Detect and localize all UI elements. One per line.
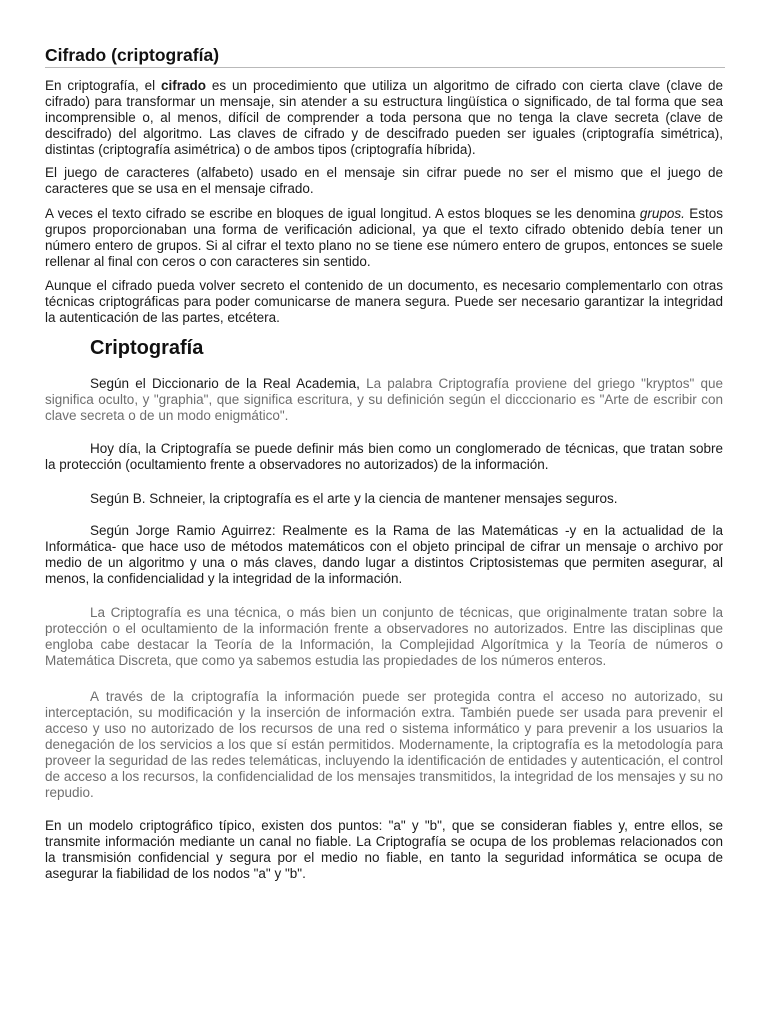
- section-title-cifrado: Cifrado (criptografía): [45, 45, 220, 65]
- paragraph-grupos: [45, 206, 723, 270]
- paragraph-text: Estos grupos proporcionaban una forma de verificación adicional, ya que el texto cifrado obtenido debía tener un número entero de grupos. Si al cifrar el texto plano no se tiene ese número entero de grupos, entonces se suele rellenar al final con ceros o con caracteres sin sentido.: [45, 206, 723, 269]
- paragraph-schneier: Según B. Schneier, la criptografía es el arte y la ciencia de mantener mensajes seguros.: [90, 491, 618, 506]
- paragraph-alfabeto: El juego de caracteres (alfabeto) usado en el mensaje sin cifrar puede no ser el mismo que el juego de caracteres que se usa en el mensaje cifrado.: [45, 165, 723, 196]
- section-title-criptografia: Criptografía: [90, 337, 204, 359]
- bold-term-cifrado: cifrado: [160, 78, 206, 93]
- paragraph-seguridad: Aunque el cifrado pueda volver secreto el contenido de un documento, es necesario complementarlo con otras técnicas criptográficas para poder comunicarse de manera segura. Puede ser necesario garantizar la integridad la autenticación de las partes, etcétera.: [45, 278, 723, 325]
- quoted-definition: La palabra Criptografía proviene del griego "kryptos" que significa oculto, y "graphia", que significa escritura, y su definición según el dicccionario es "Arte de escribir con clave secreta o de un modo enigmático".: [45, 376, 723, 423]
- paragraph-hoy-dia: Hoy día, la Criptografía se puede definir más bien como un conglomerado de técnicas, que tratan sobre la protección (ocultamiento frente a observadores no autorizados) de la información.: [45, 441, 723, 472]
- paragraph-proteccion: A través de la criptografía la información puede ser protegida contra el acceso no autorizado, su interceptación, su modificación y la inserción de información extra. También puede ser usada para prevenir el acceso y uso no autorizado de los recursos de una red o sistema informático y para prevenir a los usuarios la denegación de los servicios a los que sí están permitidos. Modernamente, la criptografía es la metodología para proveer la seguridad de las redes telemáticas, incluyendo la identificación de entidades y autenticación, el control de acceso a los recursos, la confidencialidad de los mensajes transmitidos, la integridad de los mensajes y su no repudio.: [45, 689, 723, 800]
- paragraph-text: es un procedimiento que utiliza un algoritmo de cifrado con cierta clave (clave de cifrado) para transformar un mensaje, sin atender a su estructura lingüística o significado, de tal forma que sea incomprensible o, al menos, difícil de comprender a toda persona que no tenga la clave secreta (clave de descifrado) del algoritmo. Las claves de cifrado y de descifrado pueden ser iguales (criptografía simétrica), distintas (criptografía asimétrica) o de ambos tipos (criptografía híbrida).: [45, 78, 723, 157]
- paragraph-text: En criptografía, el: [45, 78, 161, 93]
- paragraph-cifrado-definition: [45, 78, 723, 158]
- paragraph-rae: [45, 376, 723, 424]
- paragraph-conjunto-tecnicas: La Criptografía es una técnica, o más bien un conjunto de técnicas, que originalmente tratan sobre la protección o el ocultamiento de la información frente a observadores no autorizados. Entre las disciplinas que engloba cabe destacar la Teoría de la Información, la Complejidad Algorítmica y la Teoría de números o Matemática Discreta, que como ya sabemos estudia las propiedades de los números enteros.: [45, 605, 723, 668]
- title-divider: [45, 67, 725, 68]
- paragraph-text: Según el Diccionario de la Real Academia,: [90, 376, 367, 391]
- paragraph-text: A veces el texto cifrado se escribe en bloques de igual longitud. A estos bloques se les denomina: [45, 206, 640, 221]
- italic-term-grupos: grupos.: [639, 206, 685, 221]
- paragraph-modelo-criptografico: En un modelo criptográfico típico, existen dos puntos: "a" y "b", que se consideran fiables y, entre ellos, se transmite información mediante un canal no fiable. La Criptografía se ocupa de los problemas relacionados con la transmisión confidencial y segura por el medio no fiable, en tanto la seguridad informática se ocupa de asegurar la fiabilidad de los nodos "a" y "b".: [45, 818, 723, 881]
- paragraph-ramio-aguirrez: Según Jorge Ramio Aguirrez: Realmente es la Rama de las Matemáticas -y en la actualidad de la Informática- que hace uso de métodos matemáticos con el objeto principal de cifrar un mensaje o archivo por medio de un algoritmo y una o más claves, dando lugar a distintos Criptosistemas que permiten asegurar, al menos, la confidencialidad y la integridad de la información.: [45, 523, 723, 586]
